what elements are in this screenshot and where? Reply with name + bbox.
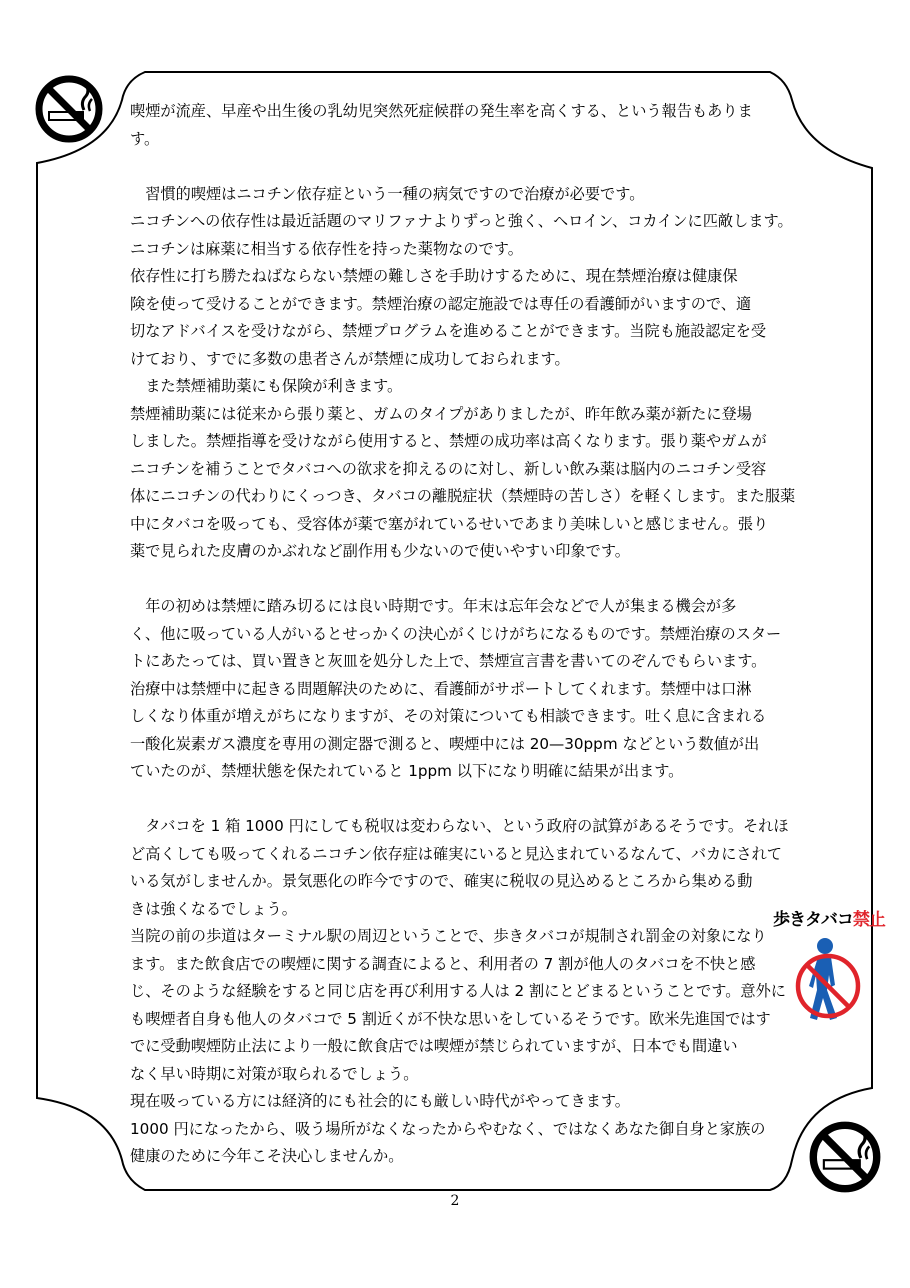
article-body	[130, 98, 798, 1171]
paragraph: 依存性に打ち勝たねばならない禁煙の難しさを手助けするために、現在禁煙治療は健康保 険を使って受けることができます。禁煙治療の認定施設では専任の看護師がいますので、適 切なアドバイスを受けながら、禁煙プログラムを進めることができます。当院も施設認定を受 けており、すでに多数の患者さんが禁煙に成功しておられます。	[130, 267, 767, 368]
paragraph: 当院の前の歩道はターミナル駅の周辺ということで、歩きタバコが規制され罰金の対象になり ます。また飲食店での喫煙に関する調査によると、利用者の 7 割が他人のタバコを不快と感 じ、そのような経験をすると同じ店を再び利用する人は 2 割にとどまるということです。意外に も喫煙者自身も他人のタバコで 5 割近くが不快な思いをしているそうです。欧米先進国ではす でに受動喫煙防止法により一般に飲食店では喫煙が禁じられていますが、日本でも間違い なく早い時期に対策が取られるでしょう。	[130, 927, 786, 1083]
paragraph: 年の初めは禁煙に踏み切るには良い時期です。年末は忘年会などで人が集まる機会が多 く、他に吸っている人がいるとせっかくの決心がくじけがちになるものです。禁煙治療のスター トにあたっては、買い置きと灰皿を処分した上で、禁煙宣言書を書いてのぞんでもらいます。 治療中は禁煙中に起きる問題解決のために、看護師がサポートしてくれます。禁煙中は口淋 しくなり体重が増えがちになりますが、その対策についても相談できます。吐く息に含まれる 一酸化炭素ガス濃度を専用の測定器で測ると、喫煙中には 20—30ppm などという数値が出 ていたのが、禁煙状態を保たれていると 1ppm 以下になり明確に結果が出ます。	[130, 597, 782, 780]
page-number: 2	[450, 1193, 460, 1209]
paragraph: 喫煙が流産、早産や出生後の乳幼児突然死症候群の発生率を高くする、という報告もありま す。	[130, 102, 753, 148]
no-walking-smoking-icon	[773, 930, 883, 1030]
walk-smoking-sign	[773, 905, 883, 1034]
no-smoking-icon	[808, 1120, 882, 1194]
walk-sign-prohibited-text: 禁止	[852, 910, 885, 930]
walk-sign-title	[773, 905, 883, 930]
paragraph: 禁煙補助薬には従来から張り薬と、ガムのタイプがありましたが、昨年飲み薬が新たに登場 しました。禁煙指導を受けながら使用すると、禁煙の成功率は高くなります。張り薬やガムが ニコチンを補うことでタバコへの欲求を抑えるのに対し、新しい飲み薬は脳内のニコチン受容 体にニコチンの代わりにくっつき、タバコの離脱症状（禁煙時の苦しさ）を軽くします。また服薬 中にタバコを吸っても、受容体が薬で塞がれているせいであまり美味しいと感じません。張り 薬で見られた皮膚のかぶれなど副作用も少ないので使いやすい印象です。	[130, 404, 796, 560]
paragraph: 現在吸っている方には経済的にも社会的にも厳しい時代がやってきます。	[130, 1092, 630, 1110]
spacer	[130, 566, 798, 594]
paragraph: また禁煙補助薬にも保険が利きます。	[145, 377, 403, 395]
paragraph: ニコチンへの依存性は最近話題のマリファナよりずっと強く、ヘロイン、コカインに匹敵します。 ニコチンは麻薬に相当する依存性を持った薬物なのです。	[130, 212, 793, 258]
paragraph: 習慣的喫煙はニコチン依存症という一種の病気ですので治療が必要です。	[145, 184, 645, 203]
no-smoking-icon	[34, 74, 104, 144]
paragraph: 1000 円になったから、吸う場所がなくなったからやむなく、ではなくあなた御自身と家族の 健康のために今年こそ決心しませんか。	[130, 1119, 766, 1165]
spacer	[130, 786, 798, 814]
paragraph: タバコを 1 箱 1000 円にしても税収は変わらない、という政府の試算があるそうです。それほ ど高くしても吸ってくれるニコチン依存症は確実にいると見込まれているなんて、バカにされて いる気がしませんか。景気悪化の昨今ですので、確実に税収の見込めるところから集める動 きは強くなるでしょう。	[130, 817, 789, 918]
walk-sign-text: 歩きタバコ	[773, 910, 853, 930]
spacer	[130, 153, 798, 181]
